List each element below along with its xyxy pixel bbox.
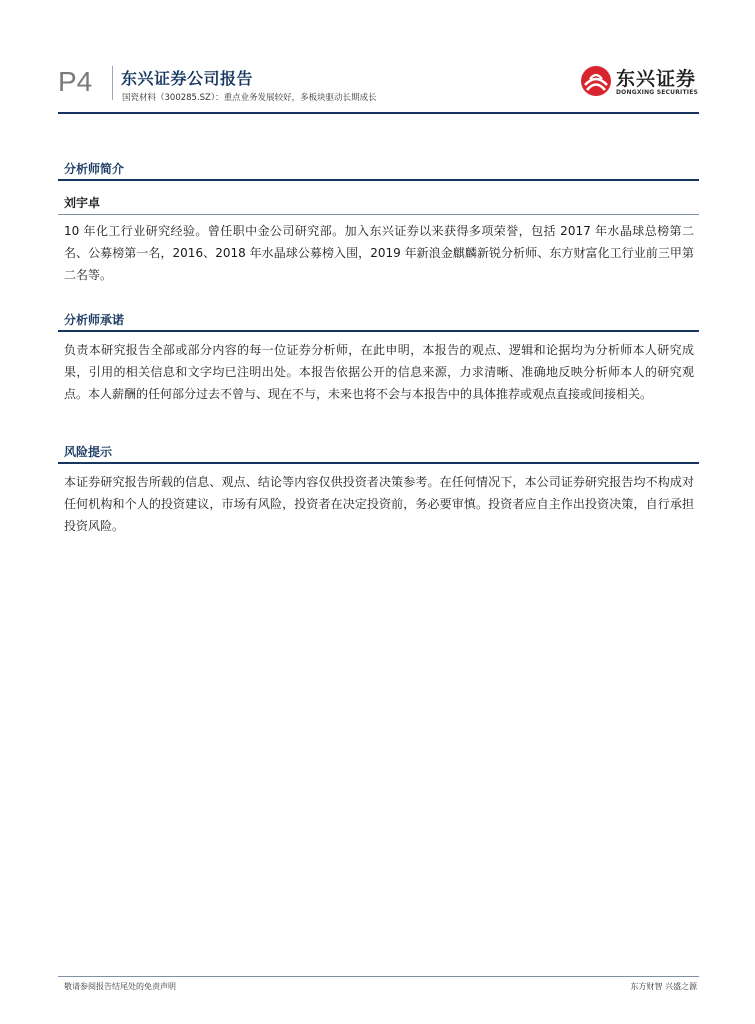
header-rule [58,112,699,114]
section-title-intro: 分析师简介 [64,162,125,176]
report-title: 东兴证券公司报告 [121,69,254,88]
section-rule-intro [58,179,699,181]
footer-rule [58,976,699,977]
footer-disclaimer-note: 敬请参阅报告结尾处的免责声明 [64,982,176,991]
section-title-commitment: 分析师承诺 [64,313,125,327]
section-rule-commitment [58,330,699,332]
footer-slogan: 东方财智 兴盛之源 [630,982,697,991]
risk-text: 本证券研究报告所载的信息、观点、结论等内容仅供投资者决策参考。在任何情况下，本公司证券研究报告均不构成对任何机构和个人的投资建议，市场有风险，投资者在决定投资前，务必要审慎。投资者应自主作出投资决策，自行承担投资风险。 [64,475,694,533]
logo-text-cn: 东兴证券 [616,68,697,90]
commitment-text: 负责本研究报告全部或部分内容的每一位证券分析师，在此申明，本报告的观点、逻辑和论据均为分析师本人研究成果，引用的相关信息和文字均已注明出处。本报告依据公开的信息来源，力求清晰、准确地反映分析师本人的研究观点。本人薪酬的任何部分过去不曾与、现在不与，未来也将不会与本报告中的具体推荐或观点直接或间接相关。 [64,343,694,401]
analyst-name: 刘宇卓 [64,196,101,210]
company-logo [580,64,700,100]
analyst-name-rule [58,214,699,215]
header-divider [112,66,113,100]
dongxing-logo-icon [580,65,612,97]
analyst-intro-text: 10 年化工行业研究经验。曾任职中金公司研究部。加入东兴证券以来获得多项荣誉，包括 2017 年水晶球总榜第二名、公募榜第一名，2016、2018 年水晶球公募榜入围，2019 年新浪金麒麟新锐分析师、东方财富化工行业前三甲第二名等。 [64,224,694,282]
report-subtitle: 国瓷材料（300285.SZ）：重点业务发展较好，多板块驱动长期成长 [122,93,377,103]
section-title-risk: 风险提示 [64,445,113,459]
logo-text-en: DONGXING SECURITIES [616,89,699,96]
page-number: P4 [58,66,93,97]
section-rule-risk [58,462,699,464]
